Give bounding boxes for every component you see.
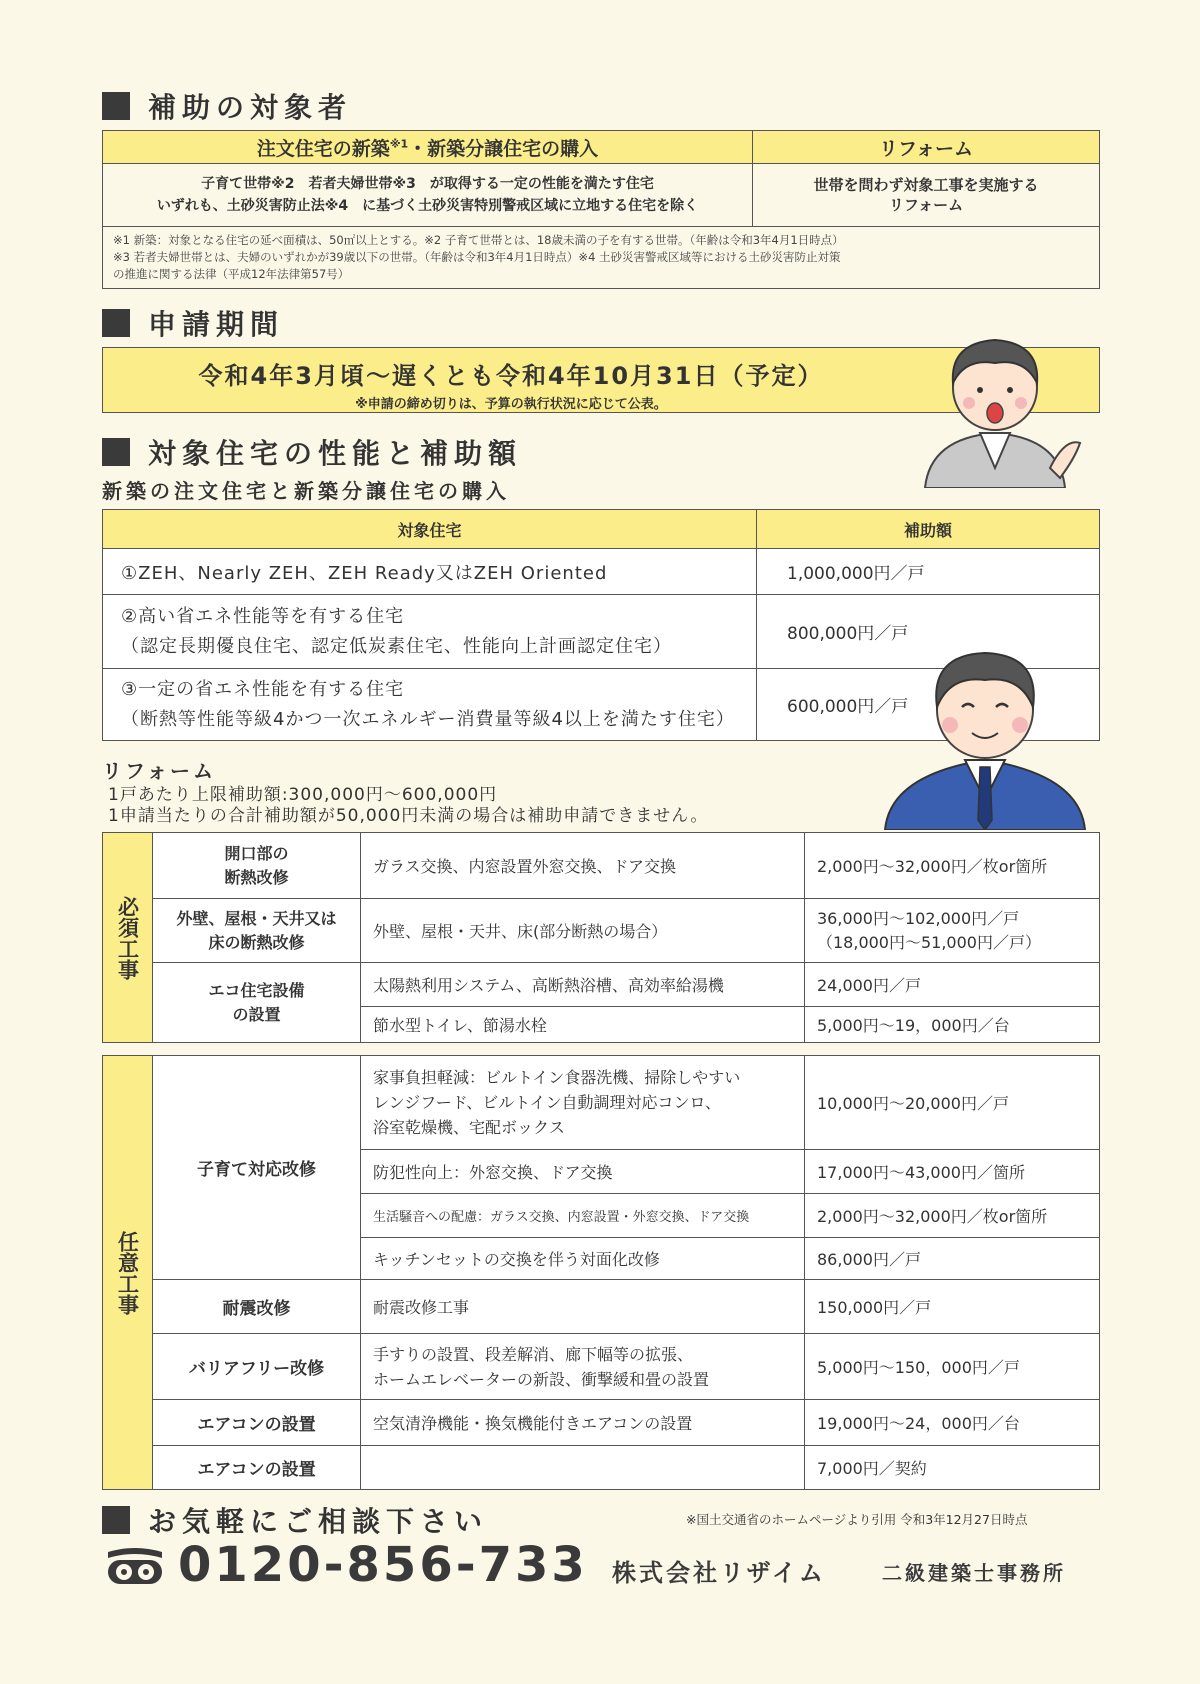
heading-square-icon (102, 92, 130, 120)
period-note: ※申請の締め切りは、予算の執行状況に応じて公表。 (355, 397, 667, 412)
businessman-illustration (880, 635, 1090, 830)
work-amount: 150,000円／戸 (805, 1280, 1100, 1334)
work-category: エアコンの設置 (153, 1446, 361, 1490)
section-title: お気軽にご相談下さい (148, 1505, 489, 1538)
work-category: 外壁、屋根・天井又は 床の断熱改修 (153, 899, 361, 963)
eligibility-table (102, 130, 1100, 289)
freedial-icon (102, 1546, 168, 1588)
work-category: エアコンの設置 (153, 1400, 361, 1446)
work-amount: 10,000円～20,000円／戸 (805, 1056, 1100, 1150)
work-amount: 5,000円～19，000円／台 (805, 1007, 1100, 1043)
work-amount: 2,000円～32,000円／枚or箇所 (805, 833, 1100, 899)
work-category: エコ住宅設備 の設置 (153, 963, 361, 1043)
work-desc: 太陽熱利用システム、高断熱浴槽、高効率給湯機 (361, 963, 805, 1007)
reform-minimum-note: 1申請当たりの合計補助額が50,000円未満の場合は補助申請できません。 (108, 806, 709, 826)
section-title: 対象住宅の性能と補助額 (148, 437, 523, 470)
company-name: 株式会社リザイム (612, 1559, 826, 1587)
table-row (103, 549, 1100, 595)
work-amount: 5,000円～150，000円／戸 (805, 1334, 1100, 1400)
section-heading-eligibility (102, 86, 352, 126)
work-amount: 86,000円／戸 (805, 1238, 1100, 1280)
section-title: 申請期間 (148, 308, 285, 341)
work-desc: 空気清浄機能・換気機能付きエアコンの設置 (361, 1400, 805, 1446)
section-title: 補助の対象者 (148, 91, 353, 124)
header-reform: リフォーム (753, 131, 1100, 164)
work-desc: キッチンセットの交換を伴う対面化改修 (361, 1238, 805, 1280)
work-desc: 家事負担軽減：ビルトイン食器洗機、掃除しやすい レンジフード、ビルトイン自動調理対応コンロ、 浴室乾燥機、宅配ボックス (361, 1056, 805, 1150)
target-house-desc: ③一定の省エネ性能を有する住宅 （断熱等性能等級4かつ一次エネルギー消費量等級4以上を満たす住宅） (103, 669, 757, 741)
work-desc: ガラス交換、内窓設置外窓交換、ドア交換 (361, 833, 805, 899)
work-amount: 17,000円～43,000円／箇所 (805, 1150, 1100, 1194)
eligibility-notes: ※1 新築：対象となる住宅の延べ面積は、50㎡以上とする。※2 子育て世帯とは、18歳未満の子を有する世帯。（年齢は令和3年4月1日時点） ※3 若者夫婦世帯とは、夫婦のいずれかが39歳以下の世帯。（年齢は令和3年4月1日時点）※4 土砂災害警戒区域等における土砂災害防止対策 の推進に関する法律（平成12年法律第57号） (103, 227, 1100, 289)
new-build-eligibility: 子育て世帯※2 若者夫婦世帯※3 が取得する一定の性能を満たす住宅 いずれも、土砂災害防止法※4 に基づく土砂災害特別警戒区域に立地する住宅を除く (103, 164, 753, 227)
section-heading-consult (102, 1500, 488, 1540)
work-category: 子育て対応改修 (153, 1056, 361, 1280)
subsidy-amount: 600,000円／戸 (757, 669, 1100, 741)
work-amount: 36,000円～102,000円／戸 （18,000円～51,000円／戸） (805, 899, 1100, 963)
subsidy-amount: 800,000円／戸 (757, 595, 1100, 669)
work-amount: 7,000円／契約 (805, 1446, 1100, 1490)
work-desc: 生活騒音への配慮：ガラス交換、内窓設置・外窓交換、ドア交換 (361, 1194, 805, 1238)
section-heading-period (102, 303, 284, 343)
section-heading-performance (102, 432, 522, 472)
work-desc: 防犯性向上：外窓交換、ドア交換 (361, 1150, 805, 1194)
phone-number[interactable]: 0120-856-733 (178, 1537, 588, 1593)
work-category: 開口部の 断熱改修 (153, 833, 361, 899)
work-amount: 2,000円～32,000円／枚or箇所 (805, 1194, 1100, 1238)
work-desc: 耐震改修工事 (361, 1280, 805, 1334)
subsidy-amount: 1,000,000円／戸 (757, 549, 1100, 595)
header-subsidy-amount: 補助額 (757, 510, 1100, 549)
optional-works-label: 任意工事 (103, 1056, 153, 1490)
work-desc (361, 1446, 805, 1490)
reform-eligibility: 世帯を問わず対象工事を実施する リフォーム (753, 164, 1100, 227)
heading-square-icon (102, 438, 130, 466)
work-category: バリアフリー改修 (153, 1334, 361, 1400)
work-category: 耐震改修 (153, 1280, 361, 1334)
work-desc: 手すりの設置、段差解消、廊下幅等の拡張、 ホームエレベーターの新設、衝撃緩和畳の設置 (361, 1334, 805, 1400)
new-build-subtitle: 新築の注文住宅と新築分譲住宅の購入 (102, 479, 510, 503)
man-illustration (905, 318, 1085, 488)
office-name: 二級建築士事務所 (882, 1561, 1066, 1585)
source-note: ※国土交通省のホームページより引用 令和3年12月27日時点 (686, 1512, 1028, 1527)
optional-works-table (102, 1055, 1100, 1490)
reform-title: リフォーム (102, 759, 216, 783)
reform-limit: 1戸あたり上限補助額:300,000円～600,000円 (108, 785, 498, 805)
header-target-house: 対象住宅 (103, 510, 757, 549)
work-amount: 24,000円／戸 (805, 963, 1100, 1007)
work-desc: 外壁、屋根・天井、床(部分断熱の場合） (361, 899, 805, 963)
required-works-table (102, 832, 1100, 1043)
work-desc: 節水型トイレ、節湯水栓 (361, 1007, 805, 1043)
heading-square-icon (102, 309, 130, 337)
required-works-label: 必須工事 (103, 833, 153, 1043)
work-amount: 19,000円～24，000円／台 (805, 1400, 1100, 1446)
target-house-desc: ①ZEH、Nearly ZEH、ZEH Ready又はZEH Oriented (103, 549, 757, 595)
period-text: 令和4年3月頃～遅くとも令和4年10月31日（予定） (198, 362, 824, 390)
target-house-desc: ②高い省エネ性能等を有する住宅 （認定長期優良住宅、認定低炭素住宅、性能向上計画認定住宅） (103, 595, 757, 669)
header-new-build: 注文住宅の新築$^{※1}$・新築分譲住宅の購入 (103, 131, 753, 164)
heading-square-icon (102, 1506, 130, 1534)
